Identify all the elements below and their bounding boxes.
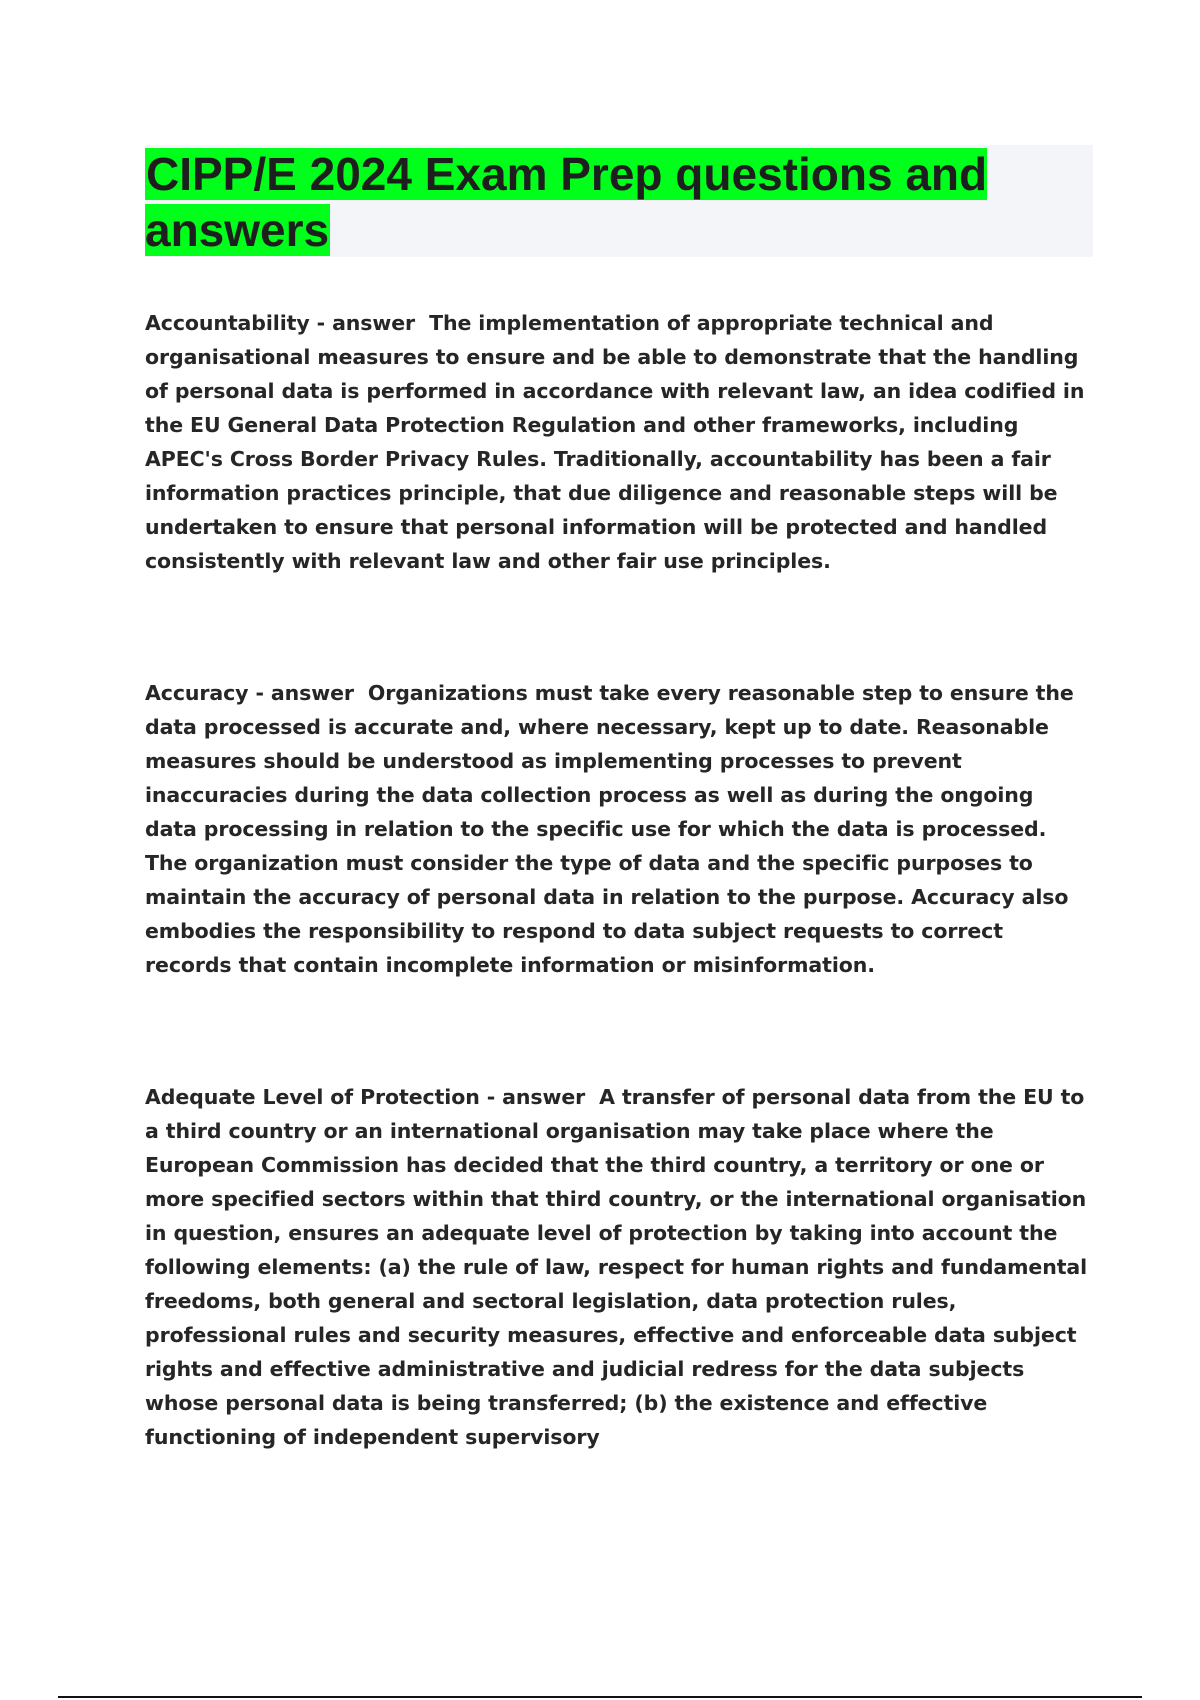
footer-rule	[58, 1696, 1142, 1698]
entry-answer: Organizations must take every reasonable step to ensure the data processed is accurate and, where necessary, kept up to date. Reasonable measures should be understood as implementing processes to prevent inaccuracies during the data collection process as well as during the ongoing data processing in relation to the specific use for which the data is processed. The organization must consider the type of data and the specific purposes to maintain the accuracy of personal data in relation to the purpose. Accuracy also embodies the responsibility to respond to data subject requests to correct records that contain incomplete information or misinformation.	[145, 681, 1074, 977]
entry-accuracy	[145, 676, 1090, 982]
entry-adequate-level-of-protection	[145, 1080, 1090, 1454]
entry-answer: A transfer of personal data from the EU to a third country or an international organisation may take place where the European Commission has decided that the third country, a territory or one or more specified sectors within that third country, or the international organisation in question, ensures an adequate level of protection by taking into account the following elements: (a) the rule of law, respect for human rights and fundamental freedoms, both general and sectoral legislation, data protection rules, professional rules and security measures, effective and enforceable data subject rights and effective administrative and judicial redress for the data subjects whose personal data is being transferred; (b) the existence and effective functioning of independent supervisory	[145, 1085, 1088, 1449]
document-title	[145, 146, 1045, 258]
title-highlight: CIPP/E 2024 Exam Prep questions and answers	[145, 148, 988, 256]
entry-term: Accountability - answer	[145, 311, 416, 335]
entry-accountability	[145, 306, 1090, 578]
entry-term: Accuracy - answer	[145, 681, 354, 705]
entry-term: Adequate Level of Protection - answer	[145, 1085, 586, 1109]
entry-answer: The implementation of appropriate technical and organisational measures to ensure and be able to demonstrate that the handling of personal data is performed in accordance with relevant law, an idea codified in the EU General Data Protection Regulation and other frameworks, including APEC's Cross Border Privacy Rules. Traditionally, accountability has been a fair information practices principle, that due diligence and reasonable steps will be undertaken to ensure that personal information will be protected and handled consistently with relevant law and other fair use principles.	[145, 311, 1085, 573]
